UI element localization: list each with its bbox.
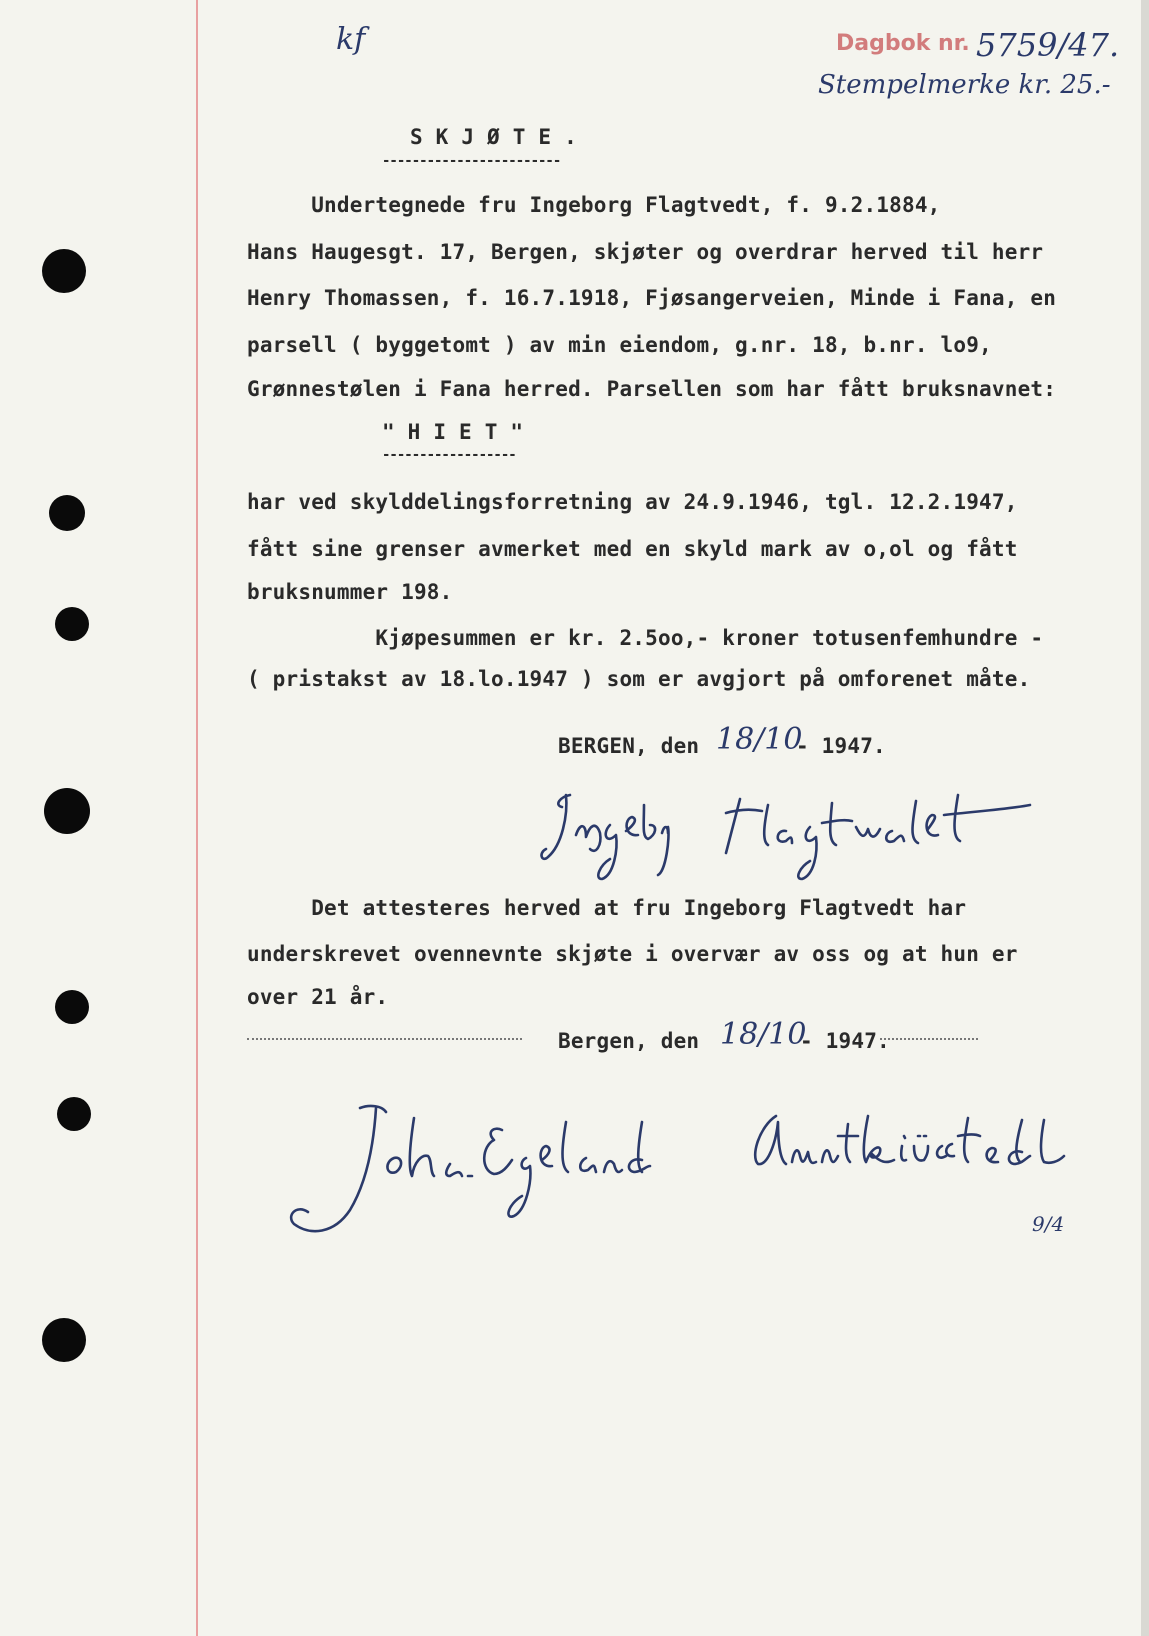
document-title: S K J Ø T E . (410, 125, 577, 149)
body-line-3: Henry Thomassen, f. 16.7.1918, Fjøsangerveien, Minde i Fana, en (247, 286, 1057, 310)
witness-1-signature (290, 1100, 690, 1240)
journal-stamp: Dagbok nr. (836, 31, 970, 56)
body-line-10: ( pristakst av 18.lo.1947 ) som er avgjort på omforenet måte. (247, 667, 1031, 691)
dotted-rule-left (247, 1038, 522, 1040)
red-margin-line (196, 0, 198, 1636)
property-name: " H I E T " (382, 420, 524, 444)
date-year-1: - 1947. (796, 734, 886, 758)
binder-hole-6 (57, 1097, 91, 1131)
corner-mark: kf (336, 22, 366, 57)
attestation-line-2: underskrevet ovennevnte skjøte i overvær av oss og at hun er (247, 942, 1018, 966)
body-line-6: har ved skylddelingsforretning av 24.9.1946, tgl. 12.2.1947, (247, 490, 1018, 514)
page-edge (1141, 0, 1149, 1636)
body-line-5: Grønnestølen i Fana herred. Parsellen som har fått bruksnavnet: (247, 377, 1057, 401)
binder-hole-2 (49, 495, 85, 531)
title-underline: ------------------------ (382, 153, 561, 169)
binder-hole-1 (42, 249, 86, 293)
date-handwritten-2: 18/10 (720, 1017, 807, 1052)
binder-hole-4 (44, 788, 90, 834)
body-line-4: parsell ( byggetomt ) av min eiendom, g.nr. 18, b.nr. lo9, (247, 333, 992, 357)
binder-hole-7 (42, 1318, 86, 1362)
seller-signature (540, 775, 1030, 885)
stamp-duty-note: Stempelmerke kr. 25.- (818, 70, 1111, 100)
body-line-1: Undertegnede fru Ingeborg Flagtvedt, f. 9.2.1884, (247, 193, 941, 217)
journal-number: 5759/47. (976, 26, 1120, 64)
binder-hole-5 (55, 990, 89, 1024)
property-name-underline: ------------------ (382, 447, 516, 463)
date-place-2: Bergen, den (558, 1029, 700, 1053)
date-place-1: BERGEN, den (558, 734, 700, 758)
attestation-line-1: Det attesteres herved at fru Ingeborg Flagtvedt har (247, 896, 967, 920)
date-year-2: - 1947. (800, 1029, 890, 1053)
body-line-2: Hans Haugesgt. 17, Bergen, skjøter og overdrar herved til herr (247, 240, 1044, 264)
body-line-8: bruksnummer 198. (247, 580, 453, 604)
date-handwritten-1: 18/10 (716, 722, 803, 757)
body-line-9: Kjøpesummen er kr. 2.5oo,- kroner totusenfemhundre - (247, 626, 1044, 650)
page-note: 9/4 (1032, 1212, 1065, 1236)
attestation-line-3: over 21 år. (247, 985, 389, 1009)
dotted-rule-right (880, 1038, 978, 1040)
witness-2-signature (746, 1106, 1076, 1186)
binder-hole-3 (55, 607, 89, 641)
body-line-7: fått sine grenser avmerket med en skyld mark av o,ol og fått (247, 537, 1018, 561)
